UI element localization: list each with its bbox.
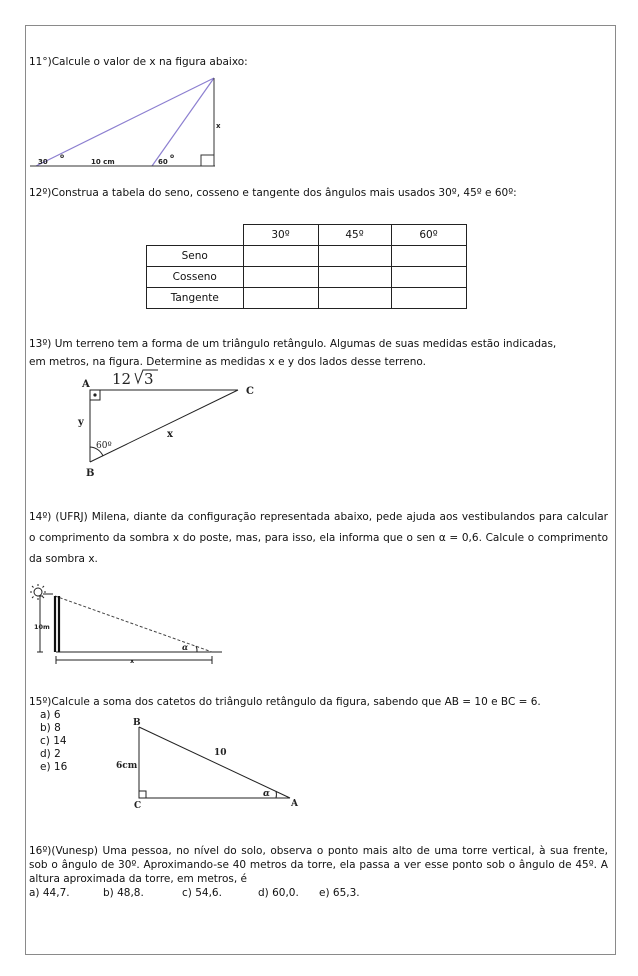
q13-side-radicand: 3 [144,370,154,388]
q14-alpha-label: α [182,642,189,652]
q15-option-e: e) 16 [40,761,68,773]
q11-x-label: x [216,122,221,130]
q14-x-label: x [130,657,135,665]
table-header-30: 30º [243,225,318,246]
q16-option-e: e) 65,3. [319,887,360,899]
question-14-line-2: o comprimento da sombra x do poste, mas, para isso, ela informa que o sen α = 0,6. Calcule o comprimento [29,532,608,544]
q15-option-b: b) 8 [40,722,61,734]
q15-hypotenuse-label: 10 [214,748,227,758]
table-row-seno: Seno [147,246,244,267]
q13-vertex-c: C [246,386,254,397]
q11-length-label: 10 cm [91,158,115,166]
q11-angle-30: 30 [38,158,48,166]
table-row-cosseno: Cosseno [147,267,244,288]
question-13-line-1: 13º) Um terreno tem a forma de um triângulo retângulo. Algumas de suas medidas estão indicadas, [29,338,557,350]
question-12: 12º)Construa a tabela do seno, cosseno e tangente dos ângulos mais usados 30º, 45º e 60º: [29,187,517,199]
q16-option-c: c) 54,6. [182,887,222,899]
question-13-line-2: em metros, na figura. Determine as medidas x e y dos lados desse terreno. [29,356,426,368]
q15-option-a: a) 6 [40,709,61,721]
q13-x-label: x [167,429,173,440]
table-row-tangente: Tangente [147,288,244,309]
question-16-line-2: sob o ângulo de 30º. Aproximando-se 40 metros da torre, ela passa a ver esse ponto sob o ângulo de 45º. A [29,859,608,871]
q13-side-coefficient: 12 [112,370,132,388]
q13-angle-label: 60º [96,441,112,451]
question-16-line-1: 16º)(Vunesp) Uma pessoa, no nível do solo, observa o ponto mais alto de uma torre vertical, à sua frente, [29,845,608,857]
q15-vertex-c: C [134,801,142,811]
q15-alpha-label: α [263,789,270,799]
question-14-line-1: 14º) (UFRJ) Milena, diante da configuração representada abaixo, pede ajuda aos vestibulandos para calcular [29,511,608,523]
table-header-45: 45º [318,225,391,246]
q13-vertex-b: B [86,468,95,479]
question-15: 15º)Calcule a soma dos catetos do triângulo retângulo da figura, sabendo que AB = 10 e BC = 6. [29,696,541,708]
q13-vertex-a: A [82,379,90,390]
q15-option-d: d) 2 [40,748,61,760]
question-11: 11°)Calcule o valor de x na figura abaixo: [29,56,248,68]
q11-angle-60: 60 [158,158,168,166]
q13-y-label: y [78,417,84,428]
q15-vertex-b: B [133,718,141,728]
question-16-line-3: altura aproximada da torre, em metros, é [29,873,248,885]
q11-degree-mark-2: o [170,153,175,160]
q16-option-b: b) 48,8. [103,887,144,899]
question-14-line-3: da sombra x. [29,553,98,565]
q15-vertex-a: A [291,799,298,809]
q14-height-label: 10m [34,623,50,631]
q15-leg-label: 6cm [116,761,138,771]
q11-degree-mark-1: o [60,153,65,160]
table-header-60: 60º [391,225,466,246]
q16-option-d: d) 60,0. [258,887,299,899]
q16-option-a: a) 44,7. [29,887,70,899]
q15-option-c: c) 14 [40,735,67,747]
